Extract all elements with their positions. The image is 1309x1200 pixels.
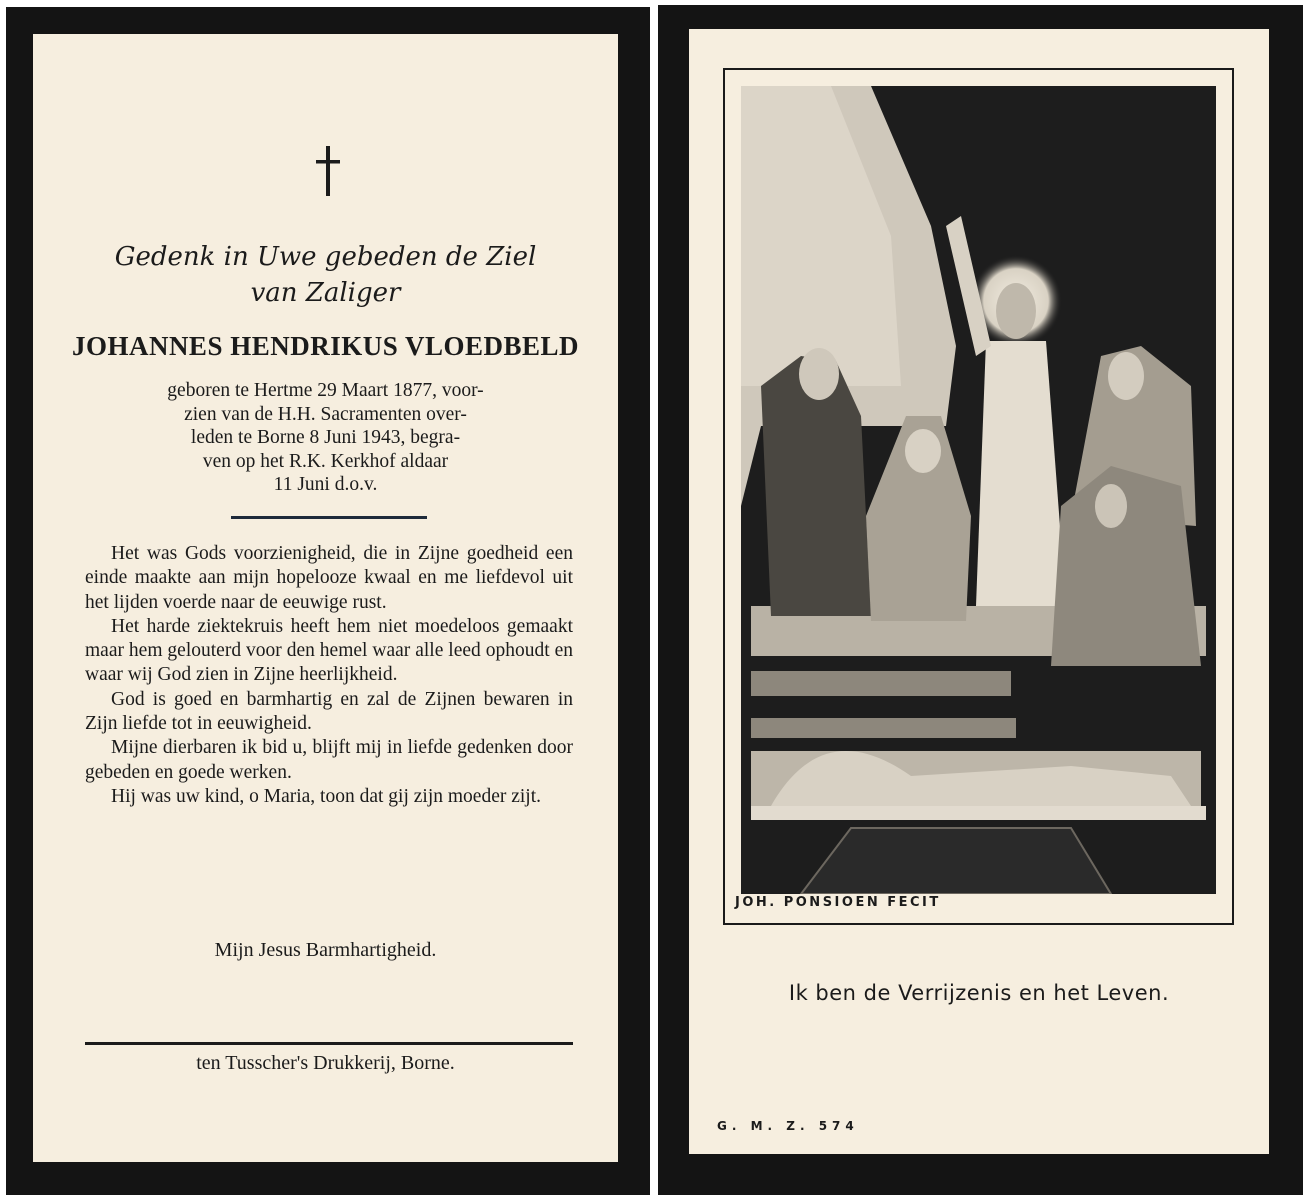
resurrection-illustration <box>741 86 1216 894</box>
print-code: G. M. Z. 574 <box>717 1119 859 1133</box>
paragraph: Het was Gods voorzienigheid, die in Zijne goedheid een einde maakte aan mijn hopelooze kwaal en me liefdevol uit het lijden voerde naar de eeuwige rust. <box>85 543 573 613</box>
bio-line: zien van de H.H. Sacramenten over- <box>184 403 467 425</box>
memorial-card-text-side <box>6 7 650 1195</box>
bio-block <box>63 379 588 497</box>
heading-line-1: Gedenk in Uwe gebeden de Ziel <box>114 242 537 272</box>
bio-line: leden te Borne 8 Juni 1943, begra- <box>190 427 461 448</box>
prayer-text <box>85 542 573 809</box>
bio-line: ven op het R.K. Kerkhof aldaar <box>202 450 449 472</box>
heading-line-2: van Zaliger <box>250 278 401 308</box>
bio-line: geboren te Hertme 29 Maart 1877, voor- <box>167 380 484 401</box>
card-paper <box>689 29 1269 1154</box>
divider <box>231 516 427 519</box>
motto: Ik ben de Verrijzenis en het Leven. <box>788 981 1170 1005</box>
deceased-name: JOHANNES HENDRIKUS VLOEDBELD <box>71 331 580 361</box>
card-paper <box>33 34 618 1162</box>
artist-credit: JOH. PONSIOEN FECIT <box>735 895 941 910</box>
paragraph: Hij was uw kind, o Maria, toon dat gij zijn moeder zijt. <box>111 785 541 807</box>
memorial-card-image-side <box>658 5 1303 1195</box>
paragraph: Het harde ziektekruis heeft hem niet moedeloos gemaakt maar hem gelouterd voor den hemel waar alle leed ophoudt en waar wij God zien in Zijne heerlijkheid. <box>85 615 573 686</box>
illustration-icon <box>741 86 1216 894</box>
paragraph: God is goed en barmhartig en zal de Zijnen bewaren in Zijn liefde tot in eeuwigheid. <box>85 688 573 735</box>
picture-frame <box>723 68 1234 925</box>
cross-icon <box>308 142 348 202</box>
closing-line: Mijn Jesus Barmhartigheid. <box>214 939 437 961</box>
printer-credit: ten Tusscher's Drukkerij, Borne. <box>196 1052 455 1074</box>
footer-rule <box>85 1042 573 1045</box>
paragraph: Mijne dierbaren ik bid u, blijft mij in liefde gedenken door gebeden en goede werken. <box>85 737 573 783</box>
bio-line: 11 Juni d.o.v. <box>273 474 378 495</box>
